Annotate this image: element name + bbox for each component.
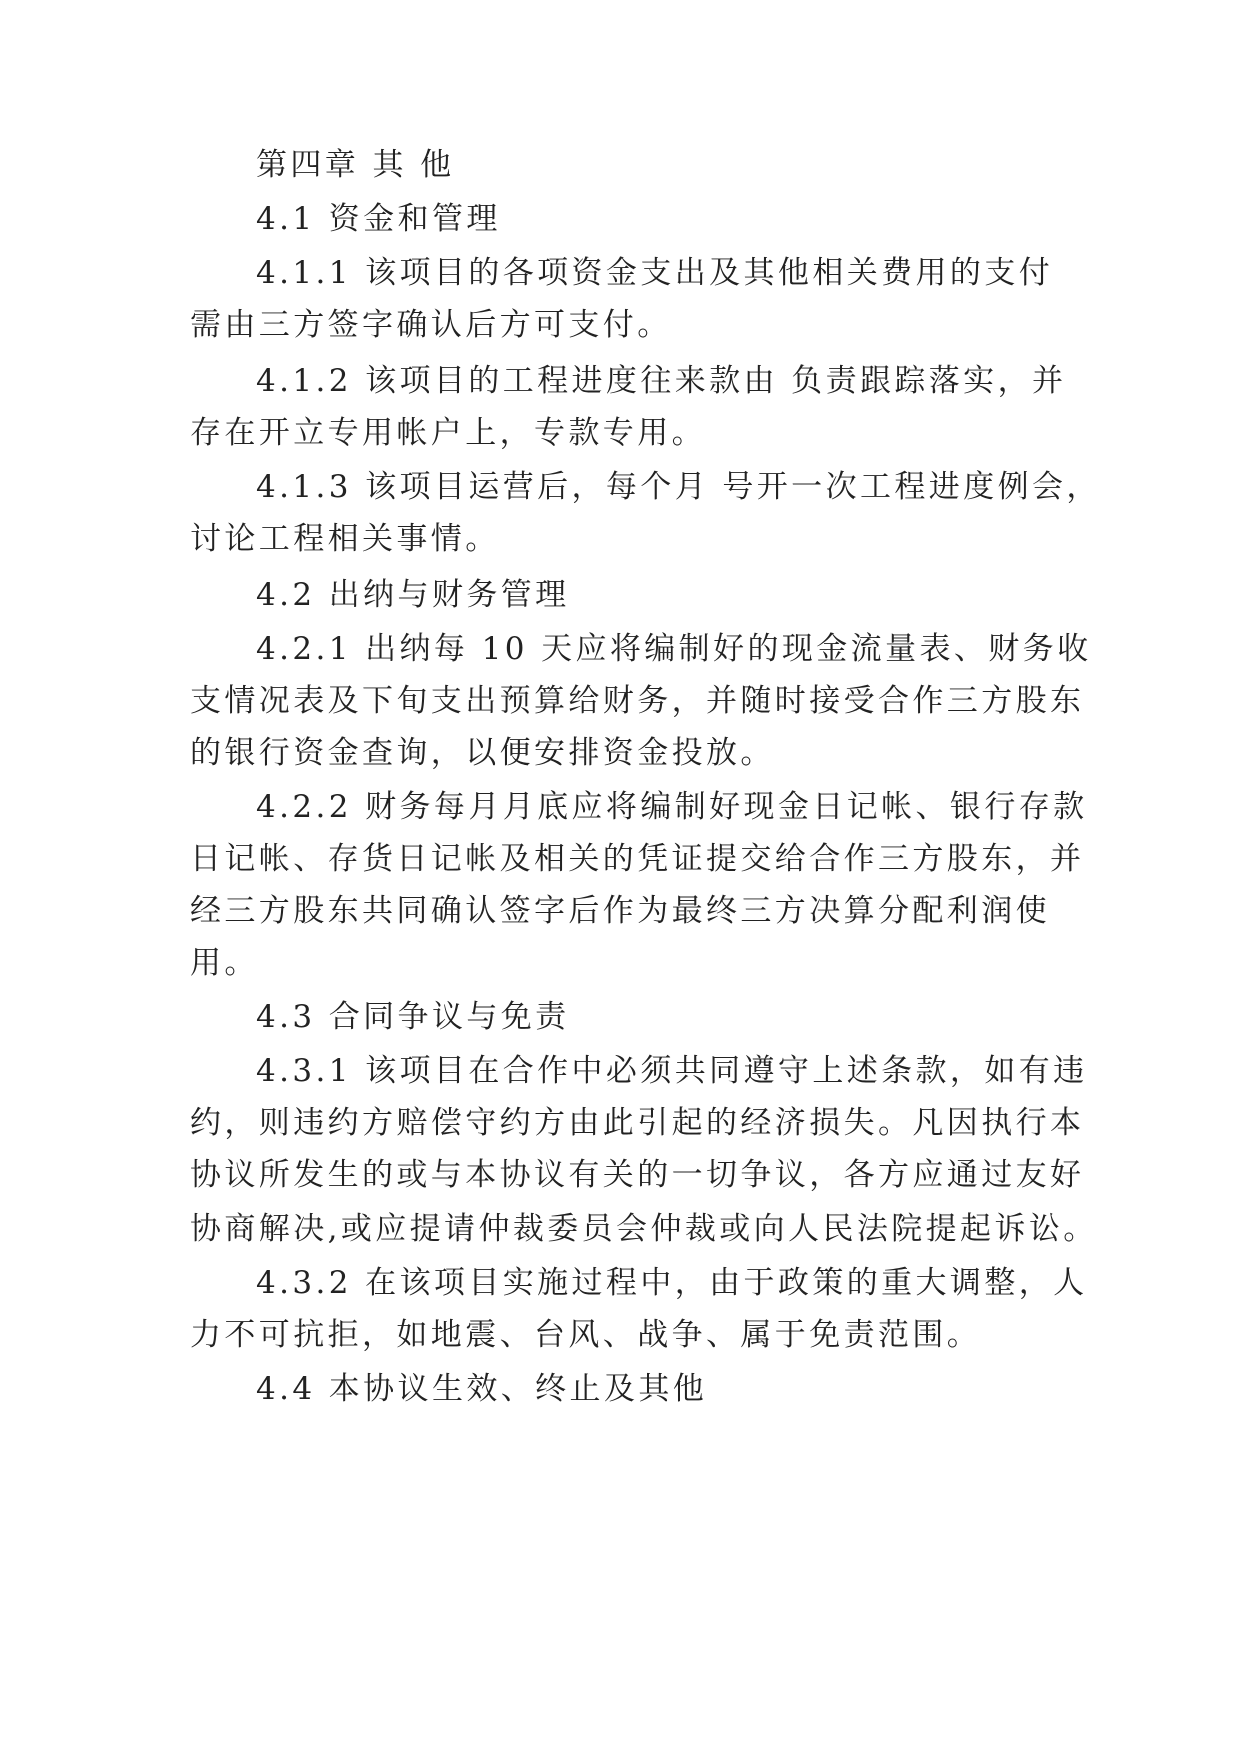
paragraph-4-1-3-line-1: 4.1.3 该项目运营后，每个月 号开一次工程进度例会， bbox=[256, 469, 1101, 505]
paragraph-4-2-2-line-2: 日记帐、存货日记帐及相关的凭证提交给合作三方股东，并 bbox=[190, 841, 1085, 877]
paragraph-4-3-2-line-1: 4.3.2 在该项目实施过程中，由于政策的重大调整，人 bbox=[256, 1265, 1088, 1301]
paragraph-4-2-2-line-3: 经三方股东共同确认签字后作为最终三方决算分配利润使 bbox=[190, 893, 1050, 929]
section-heading-4-4: 4.4 本协议生效、终止及其他 bbox=[256, 1371, 708, 1407]
paragraph-4-3-1-line-3: 协议所发生的或与本协议有关的一切争议，各方应通过友好 bbox=[190, 1157, 1085, 1193]
paragraph-4-2-1-line-1: 4.2.1 出纳每 10 天应将编制好的现金流量表、财务收 bbox=[256, 631, 1092, 667]
paragraph-4-1-2-line-2: 存在开立专用帐户上，专款专用。 bbox=[190, 415, 706, 451]
paragraph-4-2-2-line-1: 4.2.2 财务每月月底应将编制好现金日记帐、银行存款 bbox=[256, 789, 1088, 825]
section-heading-4-1: 4.1 资金和管理 bbox=[256, 201, 501, 237]
chapter-title: 第四章 其 他 bbox=[256, 147, 455, 183]
paragraph-4-3-1-line-4: 协商解决,或应提请仲裁委员会仲裁或向人民法院提起诉讼。 bbox=[190, 1211, 1098, 1247]
paragraph-4-2-1-line-2: 支情况表及下旬支出预算给财务，并随时接受合作三方股东 bbox=[190, 683, 1085, 719]
paragraph-4-1-3-line-2: 讨论工程相关事情。 bbox=[190, 521, 500, 557]
paragraph-4-3-1-line-1: 4.3.1 该项目在合作中必须共同遵守上述条款，如有违 bbox=[256, 1053, 1088, 1089]
paragraph-4-3-2-line-2: 力不可抗拒，如地震、台风、战争、属于免责范围。 bbox=[190, 1317, 982, 1353]
section-heading-4-3: 4.3 合同争议与免责 bbox=[256, 999, 570, 1035]
paragraph-4-2-2-line-4: 用。 bbox=[190, 945, 259, 981]
paragraph-4-1-2-line-1: 4.1.2 该项目的工程进度往来款由 负责跟踪落实，并 bbox=[256, 363, 1067, 399]
paragraph-4-1-1-line-2: 需由三方签字确认后方可支付。 bbox=[190, 307, 672, 343]
paragraph-4-3-1-line-2: 约，则违约方赔偿守约方由此引起的经济损失。凡因执行本 bbox=[190, 1105, 1085, 1141]
section-heading-4-2: 4.2 出纳与财务管理 bbox=[256, 577, 570, 613]
paragraph-4-1-1-line-1: 4.1.1 该项目的各项资金支出及其他相关费用的支付 bbox=[256, 255, 1054, 291]
paragraph-4-2-1-line-3: 的银行资金查询，以便安排资金投放。 bbox=[190, 735, 775, 771]
